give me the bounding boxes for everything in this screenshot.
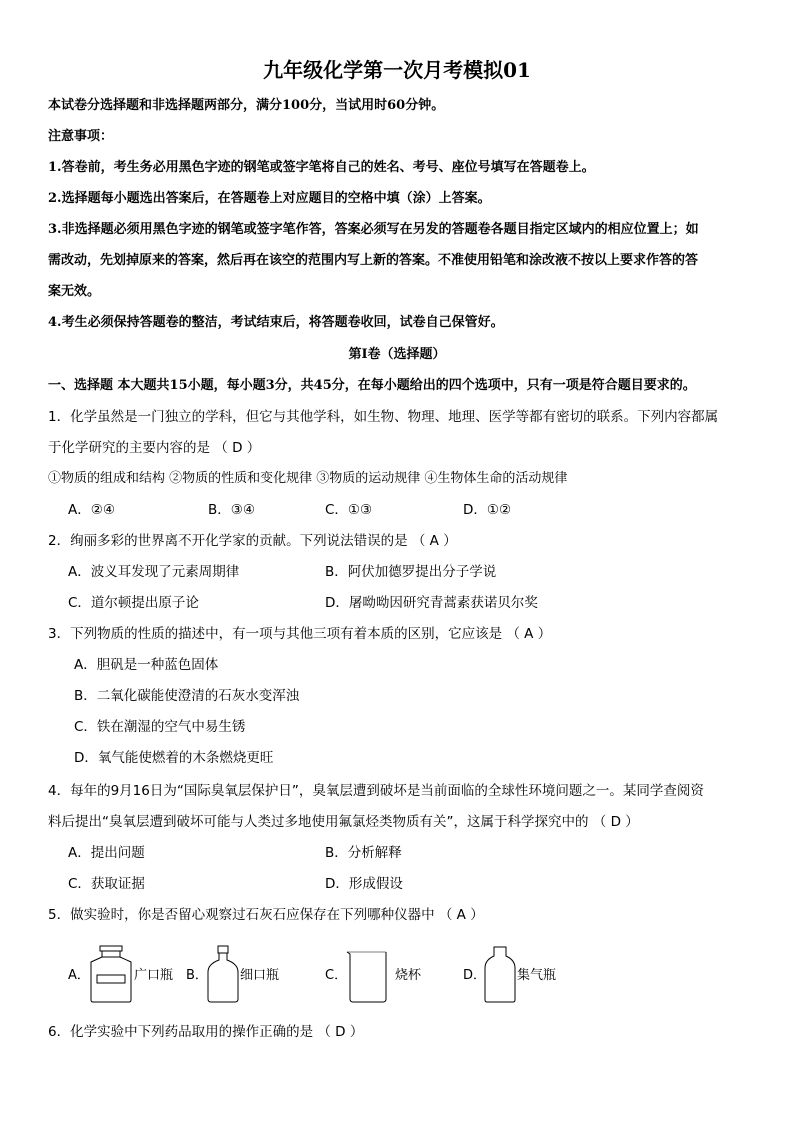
question-1-items: ①物质的组成和结构 ②物质的性质和变化规律 ③物质的运动规律 ④生物体生命的活动规律	[48, 471, 568, 486]
question-1-option-a: A．②④	[68, 502, 115, 518]
notice-item: 1.答卷前，考生务必用黑色字迹的钢笔或签字笔将自己的姓名、考号、座位号填写在答题卷上。	[48, 160, 595, 175]
option-letter: B．	[186, 968, 208, 983]
beaker-icon	[345, 944, 391, 1004]
part-title: 第Ⅰ卷（选择题）	[348, 347, 446, 362]
option-label: 广口瓶	[134, 968, 174, 983]
question-4-option-b: B．分析解释	[325, 845, 402, 861]
notice-item: 案无效。	[48, 284, 101, 299]
notice-item: 4.考生必须保持答题卷的整洁，考试结束后，将答题卷收回，试卷自己保管好。	[48, 315, 504, 330]
question-1-stem: 1．化学虽然是一门独立的学科，但它与其他学科，如生物、物理、地理、医学等都有密切的联系。下列内容都属	[48, 409, 719, 425]
notice-item: 需改动，先划掉原来的答案，然后再在该空的范围内写上新的答案。不准使用铅笔和涂改液不按以上要求作答的答	[48, 253, 699, 268]
notice-item: 3.非选择题必须用黑色字迹的钢笔或签字笔作答，答案必须写在另发的答题卷各题目指定区域内的相应位置上；如	[48, 222, 699, 237]
question-4-option-a: A．提出问题	[68, 845, 145, 861]
question-2-option-c: C．道尔顿提出原子论	[68, 595, 199, 611]
question-2-option-b: B．阿伏加德罗提出分子学说	[325, 564, 497, 580]
question-3-option-a: A．胆矾是一种蓝色固体	[74, 657, 219, 673]
question-3-stem: 3．下列物质的性质的描述中，有一项与其他三项有着本质的区别，它应该是 （ A ）	[48, 626, 552, 642]
question-1-option-d: D．①②	[463, 502, 512, 518]
page-title: 九年级化学第一次月考模拟01	[263, 58, 531, 82]
option-letter: C．	[325, 968, 348, 983]
option-label: 烧杯	[395, 968, 422, 983]
option-label: 集气瓶	[517, 968, 557, 983]
question-4-stem: 4．每年的9月16日为“国际臭氧层保护日”，臭氧层遭到破坏是当前面临的全球性环境问题之一。某同学查阅资	[48, 783, 704, 799]
narrow-mouth-bottle-icon	[204, 944, 242, 1004]
question-4-option-d: D．形成假设	[325, 876, 403, 892]
notice-item: 2.选择题每小题选出答案后，在答题卷上对应题目的空格中填（涂）上答案。	[48, 191, 491, 206]
question-2-stem: 2．绚丽多彩的世界离不开化学家的贡献。下列说法错误的是 （ A ）	[48, 533, 457, 549]
wide-mouth-bottle-icon	[88, 944, 134, 1004]
section-heading: 一、选择题 本大题共15小题，每小题3分，共45分，在每小题给出的四个选项中，只有一项是符合题目要求的。	[48, 378, 696, 393]
question-6-stem: 6．化学实验中下列药品取用的操作正确的是 （ D ）	[48, 1024, 364, 1040]
gas-collecting-bottle-icon	[483, 944, 517, 1004]
question-3-option-d: D．氧气能使燃着的木条燃烧更旺	[74, 750, 274, 766]
option-letter: D．	[463, 968, 487, 983]
question-1-option-b: B．③④	[208, 502, 255, 518]
question-4-option-c: C．获取证据	[68, 876, 145, 892]
question-5-stem: 5．做实验时，你是否留心观察过石灰石应保存在下列哪种仪器中 （ A ）	[48, 907, 484, 923]
question-2-option-d: D．屠呦呦因研究青蒿素获诺贝尔奖	[325, 595, 538, 611]
question-3-option-b: B．二氧化碳能使澄清的石灰水变浑浊	[74, 688, 300, 704]
option-letter: A．	[68, 968, 90, 983]
question-2-option-a: A．波义耳发现了元素周期律	[68, 564, 240, 580]
notice-heading: 注意事项：	[48, 129, 114, 144]
intro-text: 本试卷分选择题和非选择题两部分，满分100分，当试用时60分钟。	[48, 98, 445, 113]
question-5-options	[68, 944, 668, 1004]
option-label: 细口瓶	[240, 968, 280, 983]
question-1-option-c: C．①③	[325, 502, 373, 518]
question-1-stem-cont: 于化学研究的主要内容的是 （ D ）	[48, 440, 261, 456]
question-4-stem-cont: 料后提出“臭氧层遭到破坏可能与人类过多地使用氟氯烃类物质有关”，这属于科学探究中的 （ D ）	[48, 814, 639, 830]
question-3-option-c: C．铁在潮湿的空气中易生锈	[74, 719, 246, 735]
